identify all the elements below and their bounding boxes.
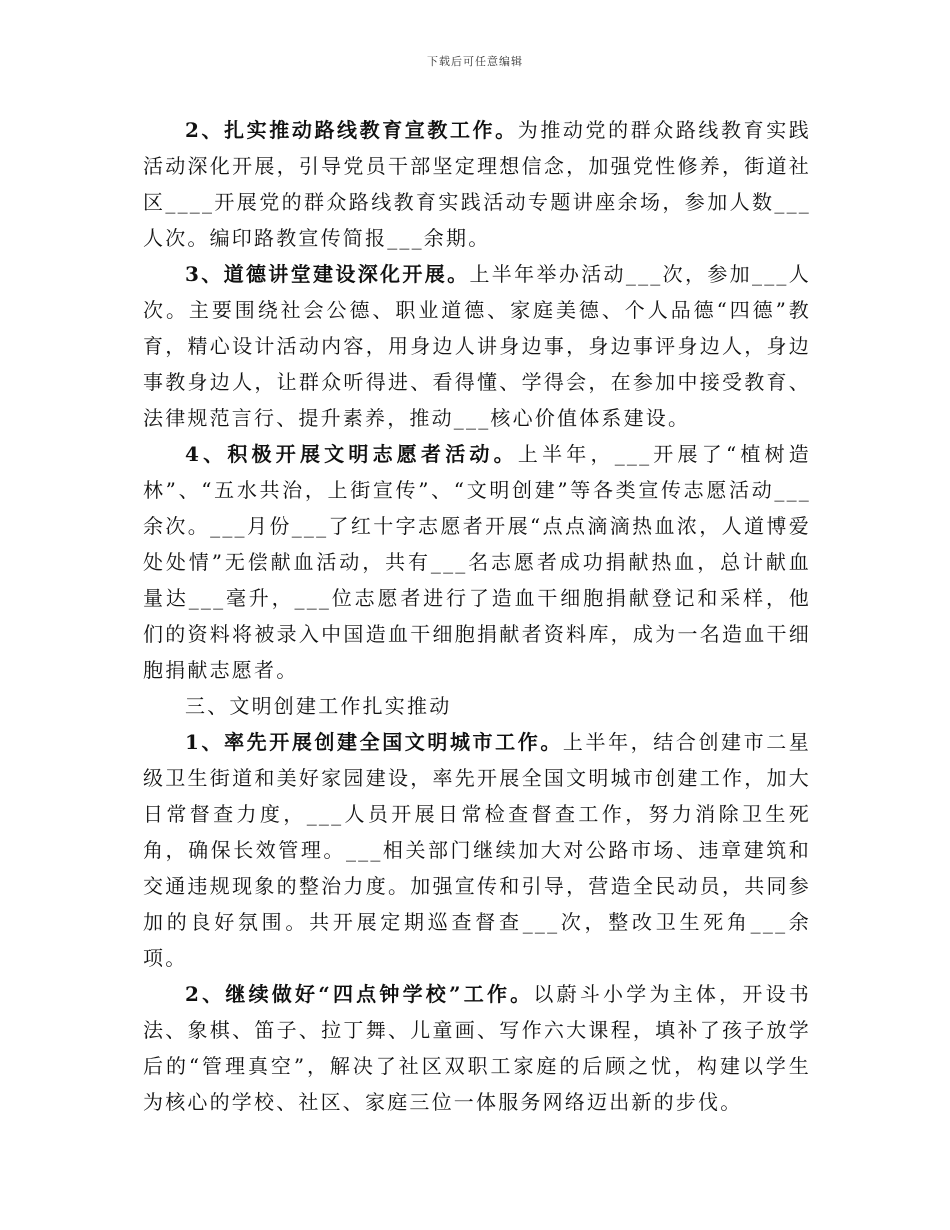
paragraph-four-oclock-school bbox=[143, 976, 811, 1120]
paragraph-text: 上半年，结合创建市二星级卫生街道和美好家园建设，率先开展全国文明城市创建工作，加大日常督查力度，___人员开展日常检查督查工作，努力消除卫生死角，确保长效管理。___相关部门继续加大对公路市场、违章建筑和交通违规现象的整治力度。加强宣传和引导，营造全民动员，共同参加的良好氛围。共开展定期巡查督查___次，整改卫生死角___余项。 bbox=[143, 730, 811, 970]
paragraph-text: 以蔚斗小学为主体，开设书法、象棋、笛子、拉丁舞、儿童画、写作六大课程，填补了孩子放学后的“管理真空”，解决了社区双职工家庭的后顾之忧，构建以学生为核心的学校、社区、家庭三位一体服务网络迈出新的步伐。 bbox=[143, 982, 811, 1114]
page-header: 下载后可任意编辑 bbox=[427, 55, 523, 68]
document-body bbox=[143, 112, 811, 1120]
paragraph-moral-lecture bbox=[143, 256, 811, 436]
paragraph-text: 上半年，___开展了“植树造林”、“五水共治，上街宣传”、“文明创建”等各类宣传志愿活动___余次。___月份___了红十字志愿者开展“点点滴滴热血浓，人道博爱处处情”无偿献血活动，共有___名志愿者成功捐献热血，总计献血量达___毫升，___位志愿者进行了造血干细胞捐献登记和采样，他们的资料将被录入中国造血干细胞捐献者资料库，成为一名造血干细胞捐献志愿者。 bbox=[143, 442, 811, 682]
paragraph-civilized-city bbox=[143, 724, 811, 976]
paragraph-lead: 2、继续做好“四点钟学校”工作。 bbox=[185, 982, 534, 1006]
paragraph-text: 为推动党的群众路线教育实践活动深化开展，引导党员干部坚定理想信念，加强党性修养，街道社区____开展党的群众路线教育实践活动专题讲座余场，参加人数___人次。编印路教宣传简报___余期。 bbox=[143, 118, 811, 250]
paragraph-lead: 1、率先开展创建全国文明城市工作。 bbox=[185, 730, 563, 754]
paragraph-lead: 4、积极开展文明志愿者活动。 bbox=[185, 442, 518, 466]
paragraph-text: 上半年举办活动___次，参加___人次。主要围绕社会公德、职业道德、家庭美德、个人品德“四德”教育，精心设计活动内容，用身边人讲身边事，身边事评身边人，身边事教身边人，让群众听得进、看得懂、学得会，在参加中接受教育、法律规范言行、提升素养，推动___核心价值体系建设。 bbox=[143, 262, 811, 430]
paragraph-route-education bbox=[143, 112, 811, 256]
paragraph-volunteer-activities bbox=[143, 436, 811, 688]
section-heading: 三、文明创建工作扎实推动 bbox=[185, 694, 452, 718]
paragraph-lead: 2、扎实推动路线教育宣教工作。 bbox=[185, 118, 518, 142]
paragraph-lead: 3、道德讲堂建设深化开展。 bbox=[185, 262, 470, 286]
